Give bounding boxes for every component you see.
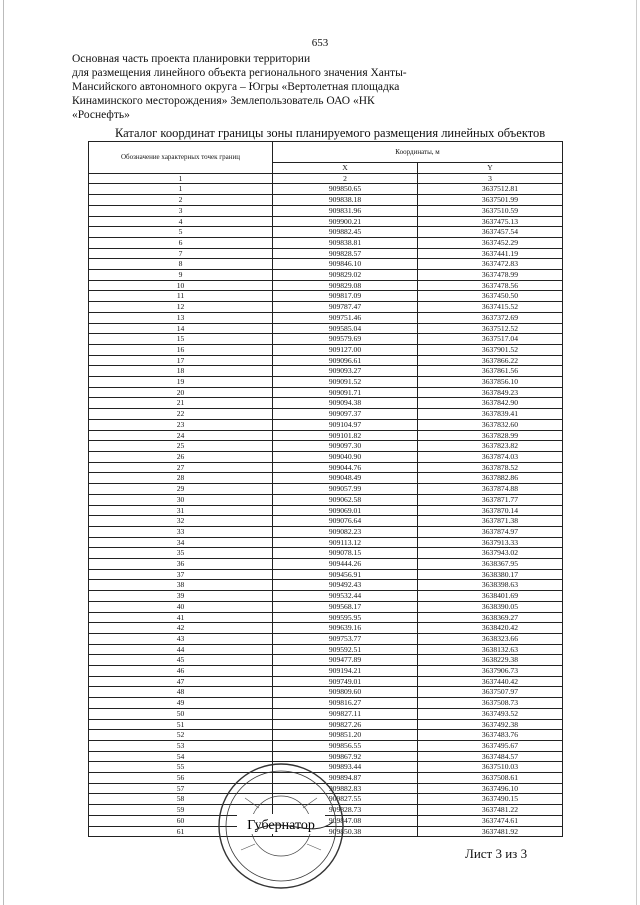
column-number: 1 — [89, 173, 273, 184]
x-coordinate: 909828.73 — [273, 805, 418, 816]
point-number: 41 — [89, 612, 273, 623]
table-row — [89, 655, 563, 666]
point-number: 51 — [89, 719, 273, 730]
y-coordinate: 3637874.88 — [418, 484, 563, 495]
table-row — [89, 355, 563, 366]
x-coordinate: 909856.55 — [273, 740, 418, 751]
catalog-title: Каталог координат границы зоны планируемого размещения линейных объектов — [115, 126, 546, 140]
y-coordinate: 3637871.38 — [418, 516, 563, 527]
table-row — [89, 559, 563, 570]
table-row — [89, 398, 563, 409]
point-number: 57 — [89, 783, 273, 794]
table-row — [89, 473, 563, 484]
point-number: 23 — [89, 419, 273, 430]
table-row — [89, 451, 563, 462]
point-number: 30 — [89, 494, 273, 505]
point-number: 40 — [89, 601, 273, 612]
x-coordinate: 909749.01 — [273, 676, 418, 687]
point-number: 19 — [89, 377, 273, 388]
table-row — [89, 248, 563, 259]
point-number: 39 — [89, 591, 273, 602]
table-row — [89, 698, 563, 709]
point-number: 5 — [89, 227, 273, 238]
point-number: 2 — [89, 195, 273, 206]
x-coordinate: 909850.38 — [273, 826, 418, 837]
stamp-label: Губернатор — [247, 818, 315, 833]
point-number: 42 — [89, 623, 273, 634]
table-row — [89, 633, 563, 644]
y-coordinate: 3637874.03 — [418, 451, 563, 462]
y-coordinate: 3637901.52 — [418, 344, 563, 355]
table-row — [89, 612, 563, 623]
x-coordinate: 909838.81 — [273, 237, 418, 248]
point-number: 60 — [89, 815, 273, 826]
y-coordinate: 3637490.15 — [418, 794, 563, 805]
x-coordinate: 909639.16 — [273, 623, 418, 634]
y-coordinate: 3637484.57 — [418, 751, 563, 762]
y-coordinate: 3637906.73 — [418, 666, 563, 677]
table-row — [89, 548, 563, 559]
point-number: 15 — [89, 334, 273, 345]
x-coordinate: 909867.92 — [273, 751, 418, 762]
y-coordinate: 3637481.92 — [418, 826, 563, 837]
table-row — [89, 366, 563, 377]
point-number: 16 — [89, 344, 273, 355]
y-coordinate: 3637481.22 — [418, 805, 563, 816]
point-number: 58 — [89, 794, 273, 805]
point-number: 34 — [89, 537, 273, 548]
x-coordinate: 909477.89 — [273, 655, 418, 666]
x-coordinate: 909838.18 — [273, 195, 418, 206]
table-row — [89, 537, 563, 548]
heading-line: Кинаминского месторождения» Землепользователь ОАО «НК — [72, 95, 375, 107]
y-coordinate: 3637849.23 — [418, 387, 563, 398]
x-coordinate: 909882.45 — [273, 227, 418, 238]
point-number: 17 — [89, 355, 273, 366]
point-number: 44 — [89, 644, 273, 655]
point-number: 53 — [89, 740, 273, 751]
point-number: 9 — [89, 270, 273, 281]
point-number: 27 — [89, 462, 273, 473]
x-coordinate: 909595.95 — [273, 612, 418, 623]
x-coordinate: 909127.00 — [273, 344, 418, 355]
point-number: 52 — [89, 730, 273, 741]
y-coordinate: 3637440.42 — [418, 676, 563, 687]
y-coordinate: 3637508.61 — [418, 773, 563, 784]
y-coordinate: 3637823.82 — [418, 441, 563, 452]
x-coordinate: 909816.27 — [273, 698, 418, 709]
page-edge-right — [636, 0, 637, 905]
y-coordinate: 3638390.05 — [418, 601, 563, 612]
table-row — [89, 184, 563, 195]
point-number: 38 — [89, 580, 273, 591]
x-coordinate: 909809.60 — [273, 687, 418, 698]
column-number: 2 — [273, 173, 418, 184]
table-row — [89, 462, 563, 473]
table-row — [89, 291, 563, 302]
coordinates-table — [88, 141, 563, 837]
x-coordinate: 909091.52 — [273, 377, 418, 388]
y-coordinate: 3637478.99 — [418, 270, 563, 281]
x-coordinate: 909850.65 — [273, 184, 418, 195]
table-row — [89, 259, 563, 270]
y-coordinate: 3637474.61 — [418, 815, 563, 826]
table-row — [89, 270, 563, 281]
x-coordinate: 909113.12 — [273, 537, 418, 548]
x-coordinate: 909827.11 — [273, 708, 418, 719]
x-coordinate: 909104.97 — [273, 419, 418, 430]
y-coordinate: 3637495.67 — [418, 740, 563, 751]
heading-line: Мансийского автономного округа – Югры «Вертолетная площадка — [72, 81, 400, 93]
table-row — [89, 591, 563, 602]
table-row — [89, 334, 563, 345]
x-coordinate: 909817.09 — [273, 291, 418, 302]
point-number: 61 — [89, 826, 273, 837]
x-coordinate: 909101.82 — [273, 430, 418, 441]
x-coordinate: 909831.96 — [273, 205, 418, 216]
y-coordinate: 3637508.73 — [418, 698, 563, 709]
y-coordinate: 3637856.10 — [418, 377, 563, 388]
point-number: 45 — [89, 655, 273, 666]
table-row — [89, 216, 563, 227]
point-number: 18 — [89, 366, 273, 377]
x-coordinate: 909827.26 — [273, 719, 418, 730]
table-row — [89, 730, 563, 741]
y-coordinate: 3637871.77 — [418, 494, 563, 505]
y-coordinate: 3637457.54 — [418, 227, 563, 238]
y-coordinate: 3637839.41 — [418, 409, 563, 420]
table-row — [89, 740, 563, 751]
column-number: 3 — [418, 173, 563, 184]
y-coordinate: 3637943.02 — [418, 548, 563, 559]
x-coordinate: 909094.38 — [273, 398, 418, 409]
table-row — [89, 227, 563, 238]
point-number: 29 — [89, 484, 273, 495]
point-number: 35 — [89, 548, 273, 559]
x-coordinate: 909585.04 — [273, 323, 418, 334]
table-row — [89, 323, 563, 334]
table-row — [89, 237, 563, 248]
y-coordinate: 3637828.99 — [418, 430, 563, 441]
table-row — [89, 312, 563, 323]
y-coordinate: 3637492.38 — [418, 719, 563, 730]
x-coordinate: 909851.20 — [273, 730, 418, 741]
y-coordinate: 3637512.52 — [418, 323, 563, 334]
table-row — [89, 494, 563, 505]
point-number: 56 — [89, 773, 273, 784]
point-number: 37 — [89, 569, 273, 580]
point-number: 33 — [89, 526, 273, 537]
x-coordinate: 909568.17 — [273, 601, 418, 612]
point-number: 32 — [89, 516, 273, 527]
table-row — [89, 419, 563, 430]
point-number: 55 — [89, 762, 273, 773]
x-coordinate: 909069.01 — [273, 505, 418, 516]
x-coordinate: 909040.90 — [273, 451, 418, 462]
table-row — [89, 302, 563, 313]
heading-line: Основная часть проекта планировки территории — [72, 53, 311, 65]
x-coordinate: 909097.30 — [273, 441, 418, 452]
table-row — [89, 280, 563, 291]
point-number: 11 — [89, 291, 273, 302]
x-coordinate: 909579.69 — [273, 334, 418, 345]
y-coordinate: 3637452.29 — [418, 237, 563, 248]
point-number: 24 — [89, 430, 273, 441]
table-row — [89, 195, 563, 206]
x-coordinate: 909097.37 — [273, 409, 418, 420]
table-row — [89, 569, 563, 580]
table-row — [89, 441, 563, 452]
point-number: 1 — [89, 184, 273, 195]
table-row — [89, 708, 563, 719]
x-coordinate: 909492.43 — [273, 580, 418, 591]
y-coordinate: 3637517.04 — [418, 334, 563, 345]
table-row — [89, 601, 563, 612]
y-coordinate: 3637501.99 — [418, 195, 563, 206]
x-coordinate: 909076.64 — [273, 516, 418, 527]
table-row — [89, 505, 563, 516]
x-coordinate: 909096.61 — [273, 355, 418, 366]
point-number: 13 — [89, 312, 273, 323]
y-coordinate: 3638323.66 — [418, 633, 563, 644]
y-coordinate: 3637870.14 — [418, 505, 563, 516]
y-coordinate: 3638229.38 — [418, 655, 563, 666]
x-coordinate: 909893.44 — [273, 762, 418, 773]
y-coordinate: 3637496.10 — [418, 783, 563, 794]
y-coordinate: 3638367.95 — [418, 559, 563, 570]
y-coordinate: 3637478.56 — [418, 280, 563, 291]
table-row — [89, 516, 563, 527]
document-heading — [72, 52, 442, 122]
y-coordinate: 3638420.42 — [418, 623, 563, 634]
table-row — [89, 644, 563, 655]
col-header-x: X — [273, 163, 418, 174]
point-number: 36 — [89, 559, 273, 570]
point-number: 48 — [89, 687, 273, 698]
point-number: 49 — [89, 698, 273, 709]
x-coordinate: 909062.58 — [273, 494, 418, 505]
y-coordinate: 3637493.52 — [418, 708, 563, 719]
point-number: 8 — [89, 259, 273, 270]
y-coordinate: 3638398.63 — [418, 580, 563, 591]
point-number: 10 — [89, 280, 273, 291]
col-header-y: Y — [418, 163, 563, 174]
y-coordinate: 3637913.33 — [418, 537, 563, 548]
y-coordinate: 3637450.50 — [418, 291, 563, 302]
x-coordinate: 909827.55 — [273, 794, 418, 805]
table-row — [89, 409, 563, 420]
y-coordinate: 3637882.86 — [418, 473, 563, 484]
y-coordinate: 3637874.97 — [418, 526, 563, 537]
x-coordinate: 909846.10 — [273, 259, 418, 270]
y-coordinate: 3637861.56 — [418, 366, 563, 377]
y-coordinate: 3637415.52 — [418, 302, 563, 313]
x-coordinate: 909882.83 — [273, 783, 418, 794]
point-number: 14 — [89, 323, 273, 334]
point-number: 43 — [89, 633, 273, 644]
point-number: 7 — [89, 248, 273, 259]
x-coordinate: 909787.47 — [273, 302, 418, 313]
point-number: 3 — [89, 205, 273, 216]
x-coordinate: 909829.08 — [273, 280, 418, 291]
point-number: 6 — [89, 237, 273, 248]
y-coordinate: 3637441.19 — [418, 248, 563, 259]
x-coordinate: 909194.21 — [273, 666, 418, 677]
point-number: 47 — [89, 676, 273, 687]
y-coordinate: 3637866.22 — [418, 355, 563, 366]
heading-line: «Роснефть» — [72, 109, 130, 121]
y-coordinate: 3638369.27 — [418, 612, 563, 623]
table-row — [89, 430, 563, 441]
heading-line: для размещения линейного объекта регионального значения Ханты- — [72, 67, 407, 79]
y-coordinate: 3638132.63 — [418, 644, 563, 655]
y-coordinate: 3638380.17 — [418, 569, 563, 580]
y-coordinate: 3637475.13 — [418, 216, 563, 227]
y-coordinate: 3637510.59 — [418, 205, 563, 216]
y-coordinate: 3637832.60 — [418, 419, 563, 430]
col-header-points: Обозначение характерных точек границ — [89, 142, 273, 174]
x-coordinate: 909751.46 — [273, 312, 418, 323]
point-number: 50 — [89, 708, 273, 719]
x-coordinate: 909456.91 — [273, 569, 418, 580]
x-coordinate: 909078.15 — [273, 548, 418, 559]
sheet-footer: Лист 3 из 3 — [465, 846, 528, 861]
point-number: 46 — [89, 666, 273, 677]
table-row — [89, 344, 563, 355]
y-coordinate: 3637507.97 — [418, 687, 563, 698]
x-coordinate: 909057.99 — [273, 484, 418, 495]
x-coordinate: 909829.02 — [273, 270, 418, 281]
point-number: 31 — [89, 505, 273, 516]
table-row — [89, 676, 563, 687]
x-coordinate: 909532.44 — [273, 591, 418, 602]
official-seal — [215, 760, 347, 892]
x-coordinate: 909753.77 — [273, 633, 418, 644]
x-coordinate: 909900.21 — [273, 216, 418, 227]
point-number: 20 — [89, 387, 273, 398]
y-coordinate: 3637372.69 — [418, 312, 563, 323]
x-coordinate: 909082.23 — [273, 526, 418, 537]
table-row — [89, 484, 563, 495]
y-coordinate: 3637483.76 — [418, 730, 563, 741]
table-row — [89, 526, 563, 537]
y-coordinate: 3637842.90 — [418, 398, 563, 409]
x-coordinate: 909091.71 — [273, 387, 418, 398]
x-coordinate: 909894.87 — [273, 773, 418, 784]
point-number: 28 — [89, 473, 273, 484]
page-edge-left — [3, 0, 4, 905]
x-coordinate: 909828.57 — [273, 248, 418, 259]
point-number: 4 — [89, 216, 273, 227]
table-row — [89, 387, 563, 398]
table-row — [89, 687, 563, 698]
x-coordinate: 909847.08 — [273, 815, 418, 826]
y-coordinate: 3637512.81 — [418, 184, 563, 195]
point-number: 12 — [89, 302, 273, 313]
table-body — [89, 184, 563, 837]
table-row — [89, 666, 563, 677]
point-number: 26 — [89, 451, 273, 462]
point-number: 25 — [89, 441, 273, 452]
point-number: 59 — [89, 805, 273, 816]
y-coordinate: 3637472.83 — [418, 259, 563, 270]
table-row — [89, 719, 563, 730]
x-coordinate: 909093.27 — [273, 366, 418, 377]
x-coordinate: 909592.51 — [273, 644, 418, 655]
x-coordinate: 909044.76 — [273, 462, 418, 473]
x-coordinate: 909048.49 — [273, 473, 418, 484]
table-row — [89, 623, 563, 634]
col-header-coordinates: Координаты, м — [273, 142, 563, 163]
point-number: 21 — [89, 398, 273, 409]
table-row — [89, 377, 563, 388]
table-row — [89, 205, 563, 216]
y-coordinate: 3637510.03 — [418, 762, 563, 773]
point-number: 22 — [89, 409, 273, 420]
x-coordinate: 909444.26 — [273, 559, 418, 570]
page-number: 653 — [311, 37, 329, 49]
table-row — [89, 580, 563, 591]
y-coordinate: 3637878.52 — [418, 462, 563, 473]
point-number: 54 — [89, 751, 273, 762]
y-coordinate: 3638401.69 — [418, 591, 563, 602]
